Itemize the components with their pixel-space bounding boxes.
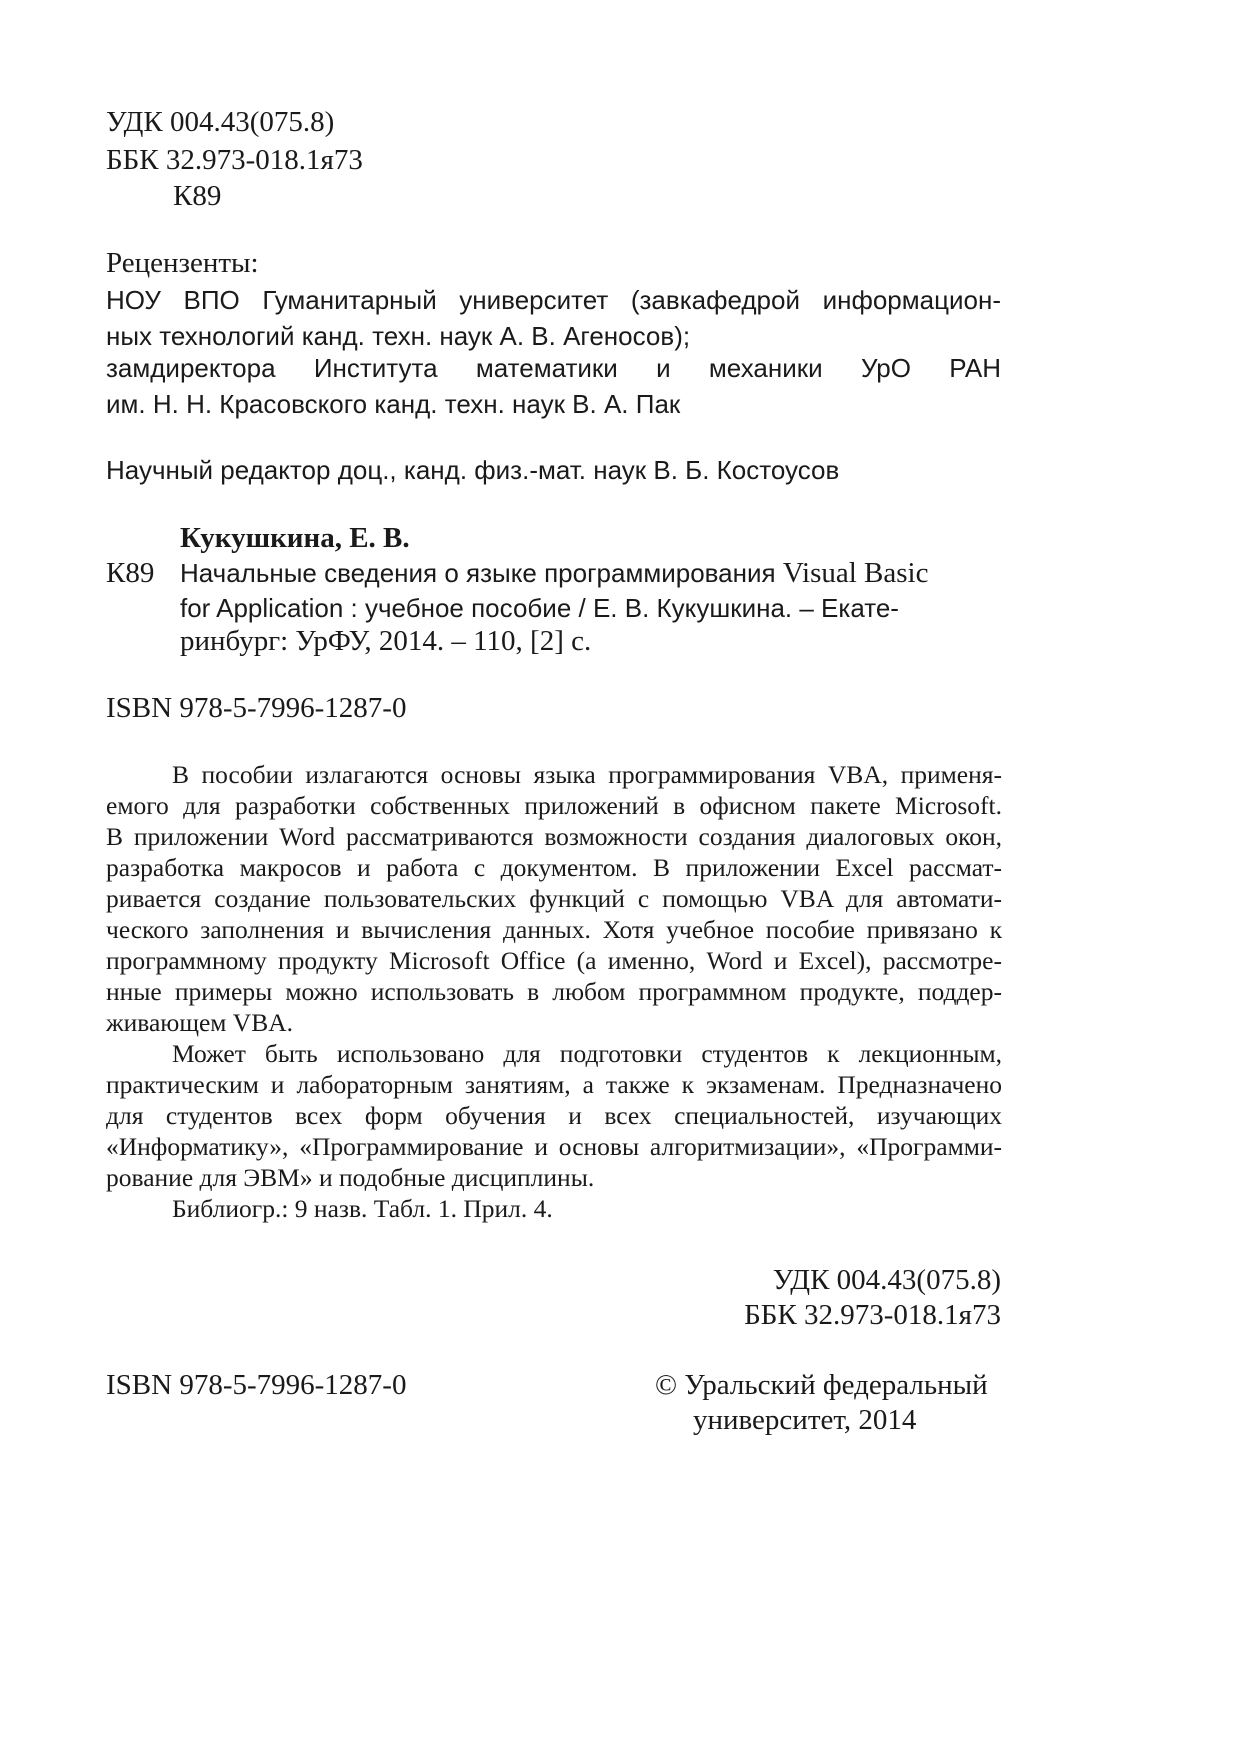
bbk-code-bottom: ББК 32.973-018.1я73: [744, 1299, 1001, 1331]
annotation-line: В пособии излагаются основы языка программирования VBA, применя-: [172, 760, 1002, 789]
copyright-line: © Уральский федеральный: [655, 1369, 988, 1401]
isbn-bottom: ISBN 978-5-7996-1287-0: [106, 1369, 407, 1401]
scientific-editor: Научный редактор доц., канд. физ.-мат. наук В. Б. Костоусов: [106, 455, 840, 485]
annotation-line: Может быть использовано для подготовки студентов к лекционным,: [172, 1039, 1002, 1068]
record-author: Кукушкина, Е. В.: [180, 522, 410, 554]
reviewers-line: замдиректора Института математики и механики УрО РАН: [106, 353, 1001, 383]
copyright-line: университет, 2014: [693, 1404, 917, 1436]
reviewers-line: им. Н. Н. Красовского канд. техн. наук В. А. Пак: [106, 389, 681, 419]
record-title-text: : учебное пособие / Е. В. Кукушкина. – Екате-: [343, 593, 899, 623]
record-title-line: [180, 590, 899, 626]
annotation-line: емого для разработки собственных приложений в офисном пакете Microsoft.: [106, 791, 1002, 820]
udk-code-bottom: УДК 004.43(075.8): [772, 1264, 1001, 1296]
record-mark: К89: [106, 557, 155, 589]
annotation-line: ческого заполнения и вычисления данных. Хотя учебное пособие привязано к: [106, 915, 1002, 944]
isbn-top: ISBN 978-5-7996-1287-0: [106, 692, 407, 724]
bbk-code: ББК 32.973-018.1я73: [106, 144, 363, 176]
reviewers-line: ных технологий канд. техн. наук А. В. Агеносов);: [106, 321, 691, 351]
udk-code: УДК 004.43(075.8): [106, 106, 335, 138]
annotation-line: программному продукту Microsoft Office (а именно, Word и Excel), рассмотре-: [106, 946, 1002, 975]
annotation-line: нные примеры можно использовать в любом программном продукте, поддер-: [106, 977, 1002, 1006]
reviewers-line: НОУ ВПО Гуманитарный университет (завкафедрой информацион-: [106, 285, 1001, 315]
annotation-line: рование для ЭВМ» и подобные дисциплины.: [106, 1163, 595, 1192]
record-imprint: ринбург: УрФУ, 2014. – 110, [2] с.: [180, 625, 592, 657]
biblio-note: Библиогр.: 9 назв. Табл. 1. Прил. 4.: [172, 1194, 553, 1223]
annotation-line: ривается создание пользовательских функций с помощью VBA для автомати-: [106, 884, 1002, 913]
record-title-vba: for Application: [180, 593, 344, 623]
record-title-vb: Visual Basic: [782, 557, 929, 589]
annotation-line: «Информатику», «Программирование и основы алгоритмизации», «Программи-: [106, 1132, 1002, 1161]
record-title-text: Начальные сведения о языке программирования: [180, 558, 783, 588]
annotation-line: практическим и лабораторным занятиям, а также к экзаменам. Предназначено: [106, 1070, 1002, 1099]
record-title-line: [180, 555, 928, 591]
annotation-line: разработка макросов и работа с документом. В приложении Excel рассмат-: [106, 853, 1002, 882]
annotation-line: В приложении Word рассматриваются возможности создания диалоговых окон,: [106, 822, 1002, 851]
annotation-line: для студентов всех форм обучения и всех специальностей, изучающих: [106, 1101, 1002, 1130]
annotation-line: живающем VBA.: [106, 1008, 294, 1037]
author-mark: К89: [173, 180, 222, 212]
reviewers-heading: Рецензенты:: [106, 247, 259, 279]
